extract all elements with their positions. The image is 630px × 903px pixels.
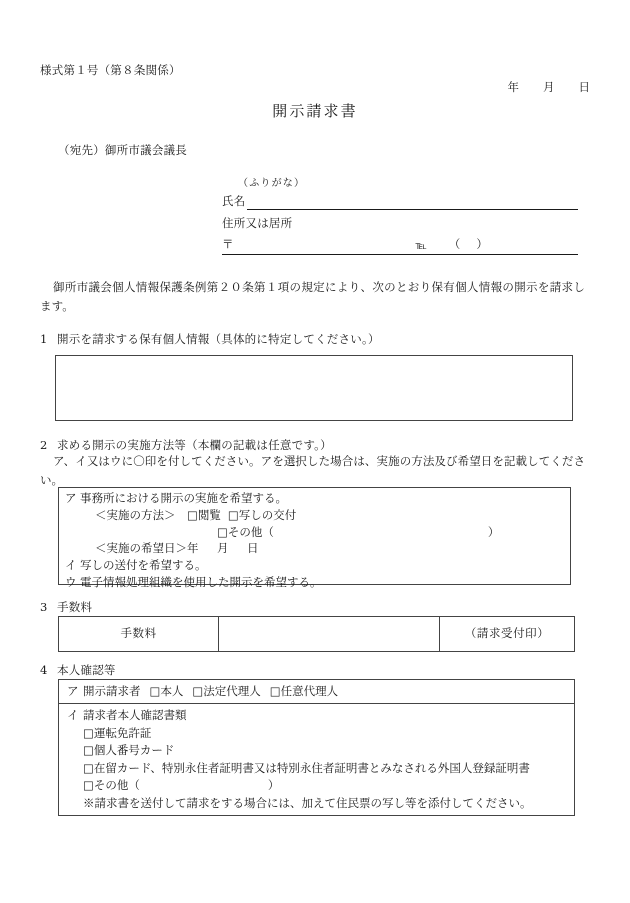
addressee: （宛先）御所市議会議長 (58, 143, 188, 157)
row-i-label: 請求者本人確認書類 (83, 708, 187, 723)
option-i-mark: イ (65, 558, 77, 573)
name-label: 氏名 (222, 193, 246, 208)
applicant-block (222, 176, 578, 255)
fee-label-cell: 手数料 (59, 617, 219, 652)
section-4-heading (40, 662, 116, 680)
row-i-header (67, 707, 568, 724)
furigana-label: （ふりがな） (238, 178, 306, 189)
section-2-note (40, 452, 585, 489)
receipt-stamp-cell: （請求受付印） (440, 617, 575, 652)
date-day-label: 日 (578, 80, 590, 94)
row-a-mark: ア (67, 684, 79, 698)
method-other-close-paren: ） (487, 524, 500, 539)
requester-checkbox-voluntary-agent[interactable]: □任意代理人 (269, 684, 339, 698)
desired-date-month[interactable]: 月 (217, 541, 229, 556)
section-2-number: 2 (40, 438, 48, 452)
section-2-title: 求める開示の実施方法等（本欄の記載は任意です。） (57, 438, 332, 452)
section-4-title: 本人確認等 (57, 663, 116, 677)
lead-line-2: 求します。 (40, 280, 585, 314)
zip-tel-row (222, 237, 578, 255)
method-checkbox-copy[interactable]: □写しの交付 (227, 507, 297, 522)
requester-checkbox-legal-agent[interactable]: □法定代理人 (192, 684, 261, 698)
option-u-mark: ウ (65, 574, 77, 589)
method-row (65, 507, 570, 524)
option-u-row[interactable] (65, 574, 570, 591)
doc-checkbox-my-number-card[interactable]: □個人番号カード (83, 743, 175, 758)
option-a-text: 事務所における開示の実施を希望する。 (80, 491, 287, 505)
section-1-title: 開示を請求する保有個人情報（具体的に特定してください。） (57, 332, 380, 346)
section-2-options-box (58, 487, 571, 589)
section-2-note-line-2: ください。 (40, 454, 586, 487)
row-i-mark: イ (67, 708, 79, 723)
row-a-label: 開示請求者 (83, 684, 141, 698)
doc-checkbox-drivers-license[interactable]: □運転免許証 (83, 725, 152, 740)
option-i-row[interactable] (65, 557, 570, 574)
tel-area-code-input[interactable] (431, 236, 504, 254)
page-title: 開示請求書 (272, 102, 358, 120)
section-2-note-line-1: ア、イ又はウに〇印を付してください。アを選択した場合は、実施の方法及び希望日を記載して (53, 454, 551, 468)
option-a-mark: ア (65, 491, 77, 505)
desired-date-day[interactable]: 日 (247, 541, 259, 556)
desired-date-label: ＜実施の希望日＞ (95, 541, 187, 556)
section-1-number: 1 (40, 332, 48, 346)
method-other-open-paren: （ (262, 524, 274, 539)
zip-mark: 〒 (222, 237, 234, 252)
section-4-number: 4 (40, 663, 48, 677)
section-1-entry-box[interactable] (55, 355, 573, 421)
doc-checkbox-residence-card[interactable]: □在留カード、特別永住者証明書又は特別永住者証明書とみなされる外国人登録証明書 (83, 760, 530, 775)
tel-close-paren: ） (476, 237, 504, 252)
identity-documents-cell (59, 704, 575, 816)
method-label: ＜実施の方法＞ (95, 507, 176, 522)
lead-paragraph (40, 278, 585, 317)
lead-line-1: 御所市議会個人情報保護条例第２０条第１項の規定により、次のとおり保有個人情報の開示を請 (53, 280, 562, 294)
fee-table (58, 616, 575, 652)
address-label: 住所又は居所 (222, 216, 293, 231)
doc-other-open-paren: （ (128, 778, 140, 793)
doc-checkbox-other[interactable]: □その他 (83, 778, 129, 793)
doc-other-close-paren: ） (267, 778, 280, 793)
tel-open-paren: （ (448, 237, 477, 252)
desired-date-row (65, 540, 570, 557)
telephone-icon: ℡ (415, 239, 427, 252)
table-row (59, 680, 575, 704)
section-3-number: 3 (40, 600, 48, 614)
option-i-text: 写しの送付を希望する。 (80, 558, 207, 573)
date-year-label: 年 (507, 80, 519, 94)
requester-type-cell (59, 680, 575, 704)
section-3-title: 手数料 (57, 600, 93, 614)
identity-verification-table (58, 679, 575, 816)
table-row (59, 617, 575, 652)
identity-note: ※請求書を送付して請求をする場合には、加えて住民票の写し等を添付してください。 (83, 795, 532, 810)
table-row (59, 704, 575, 816)
date-month-label: 月 (543, 80, 555, 94)
method-checkbox-inspection[interactable]: □閲覧 (187, 507, 221, 522)
name-input[interactable] (247, 195, 578, 210)
requester-checkbox-self[interactable]: □本人 (149, 684, 184, 698)
option-a-row[interactable] (65, 490, 570, 507)
date-line (508, 79, 591, 97)
section-3-heading (40, 599, 92, 617)
desired-date-year[interactable]: 年 (187, 541, 199, 556)
section-1-heading (40, 331, 380, 349)
method-other-row (65, 524, 570, 541)
doc-checkbox-other-row (67, 777, 568, 794)
fee-amount-cell[interactable] (219, 617, 440, 652)
option-u-text: 電子情報処理組織を使用した開示を希望する。 (80, 574, 322, 589)
method-checkbox-other[interactable]: □その他 (217, 524, 263, 539)
form-number: 様式第１号（第８条関係） (40, 63, 181, 77)
name-field-row (222, 193, 578, 211)
